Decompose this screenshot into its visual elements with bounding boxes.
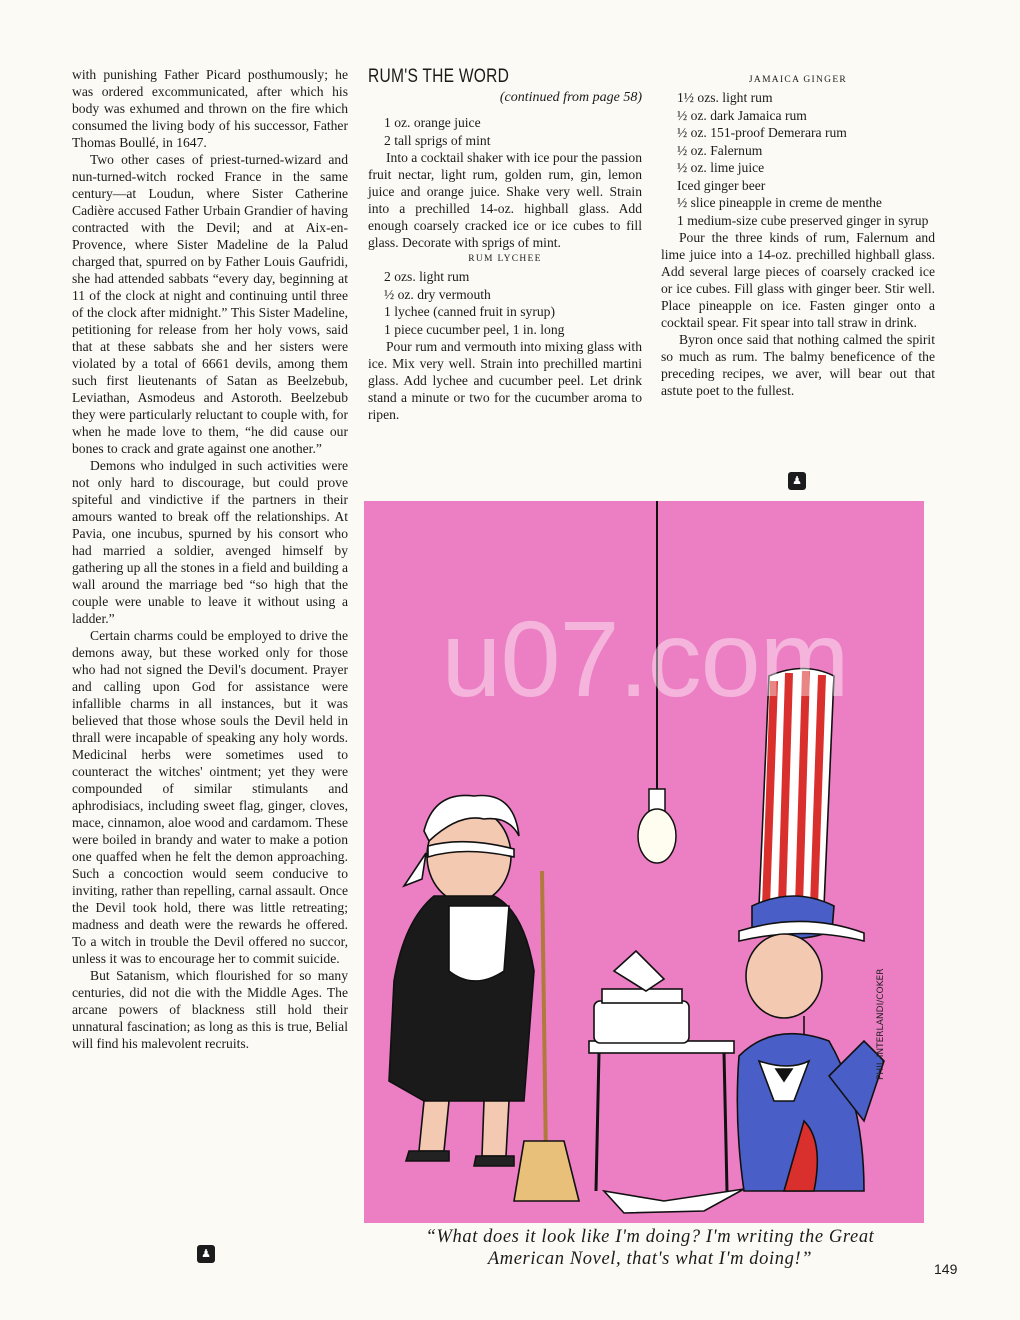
recipe-directions: Pour the three kinds of rum, Falernum and lime juice into a 14-oz. prechilled highball glass. Add several large pieces of coarsely cracked ice or ice cubes. Fill glass with ginger beer. Stir well. Place pineapple on ice. Fasten ginger onto a cocktail spear. Fit spear into tall straw in drink.: [661, 230, 935, 330]
recipe-directions: Pour rum and vermouth into mixing glass with ice. Mix very well. Strain into prechilled martini glass. Add lychee and cucumber peel. Let drink stand a minute or two for the cucumber aroma to ripen.: [368, 339, 642, 422]
typewriter-icon: [594, 1001, 689, 1043]
article-title: RUM'S THE WORD: [368, 66, 510, 87]
recipe-directions: Into a cocktail shaker with ice pour the passion fruit nectar, light rum, golden rum, gin, lemon juice and orange juice. Shake very well. Strain into a prechilled 14-oz. highball glass. Add enough coarsely cracked ice or ice cubes to fill glass. Decorate with sprigs of mint.: [368, 150, 642, 250]
watermark: u07.com: [441, 598, 849, 719]
closing-paragraph: Byron once said that nothing calmed the spirit so much as rum. The balmy beneficence of the preceding recipes, we aver, will bear out that astute poet to the fullest.: [661, 332, 935, 398]
article-paragraph: Certain charms could be employed to drive the demons away, but these worked only for those who had not signed the Devil's document. Prayer and calling upon God for assistance were infallible charms in all instances, but it was believed that those whose souls the Devil held in thrall were incapable of speaking any holy words. Medicinal herbs were sometimes used to counteract the witches' ointment; yet they were compounded of similar stimulants and aphrodisiacs, including sweet flag, ginger, cloves, mace, cinnamon, aloe wood and cardamom. These were boiled in brandy and water to make a potion one quaffed when he felt the demon approaching. Such a concoction would seem conducive to inviting, rather than repelling, carnal assault. Once the Devil took hold, there was little retreating; madness and death were the rewards he offered. To a witch in trouble the Devil offered no succor, unless it was to encourage her to commit suicide.: [72, 628, 348, 966]
continued-from-note: (continued from page 58): [499, 90, 642, 105]
ingredient-line: 1½ ozs. light rum: [677, 90, 773, 105]
bulb-socket: [649, 789, 665, 811]
ingredient-line: ½ oz. lime juice: [677, 160, 765, 175]
recipe-column-right: [661, 72, 935, 399]
end-mark-bunny-icon: ♟: [197, 1245, 215, 1263]
desk-with-typewriter: [589, 951, 744, 1213]
article-paragraph: with punishing Father Picard posthumously; he was ordered excommunicated, after which his body was exhumed and thrown on the fire which consumed the living body of his successor, Father Thomas Boullé, in 1647.: [72, 67, 348, 150]
uncle-sam-figure: [737, 669, 884, 1192]
article-paragraph: Two other cases of priest-turned-wizard and nun-turned-witch rocked France in the same century—at Loudun, where Sister Catherine Cadière accused Father Urbain Grandier of having contracted with the Devil; and at Aix-en-Provence, where Sister Madeline de la Palud charged that, spurred on by Father Louis Gaufridi, she had attended sabbats “every day, beginning at 11 of the clock at night and continuing until three of the clock after midnight.” This Sister Madeline, petitioning for release from her holy vows, said that at these sabbats she and her sisters were violated by a total of 6661 devils, among them such first lieutenants of Satan as Beelzebub, Leviathan, Asmodeus and Astoroth. Beelzebub they were particularly reluctant to couple with, for when he made love to them, “he did cause our bones to crack and grate against one another.”: [72, 152, 348, 456]
ingredient-line: ½ oz. dry vermouth: [384, 286, 491, 302]
article-paragraph: Demons who indulged in such activities were not only hard to discourage, but could prove spiteful and vindictive if the partners in their amours wanted to break off the relationships. At Pavia, one incubus, spurned by his consort who had married a soldier, avenged himself by gathering up all the stones in a field and building a wall around the marriage bed “so high that the couple were unable to leave it without using a ladder.”: [72, 458, 348, 626]
ingredient-line: 1 piece cucumber peel, 1 in. long: [384, 321, 565, 337]
ingredient-line: ½ oz. dark Jamaica rum: [677, 107, 807, 123]
recipe-title: JAMAICA GINGER: [748, 75, 848, 85]
ingredient-line: Iced ginger beer: [677, 177, 766, 193]
maid-figure: [389, 795, 579, 1201]
ingredient-line: 1 medium-size cube preserved ginger in syrup: [677, 212, 929, 228]
end-mark-bunny-icon: ♟: [788, 472, 806, 490]
ingredient-line: 1 oz. orange juice: [384, 115, 481, 130]
light-bulb-icon: [638, 809, 676, 863]
ingredient-line: ½ slice pineapple in creme de menthe: [677, 195, 882, 210]
ingredient-line: ½ oz. 151-proof Demerara rum: [677, 125, 847, 140]
article-column-left: [72, 66, 348, 1052]
artist-signature: PHIL INTERLANDI/COKER: [876, 968, 886, 1080]
cartoon-drawing: [364, 501, 924, 1223]
ingredient-line: 2 tall sprigs of mint: [384, 132, 491, 148]
page-number: 149: [934, 1261, 958, 1277]
article-paragraph: But Satanism, which flourished for so many centuries, did not die with the Middle Ages. The arcane powers of blackness still hold their unnatural fascination; as long as this is true, Belial will find his malevolent recruits.: [72, 968, 348, 1051]
recipe-title: RUM LYCHEE: [468, 254, 542, 264]
ingredient-line: 2 ozs. light rum: [384, 269, 470, 284]
paper-sheet: [614, 951, 664, 991]
recipe-column-middle: [368, 66, 642, 423]
cartoon-caption: “What does it look like I'm doing? I'm writing the Great American Novel, that's what I'm doing!”: [425, 1227, 875, 1269]
cartoon-illustration: [364, 501, 924, 1223]
ingredient-line: ½ oz. Falernum: [677, 142, 763, 158]
ingredient-line: 1 lychee (canned fruit in syrup): [384, 304, 555, 319]
